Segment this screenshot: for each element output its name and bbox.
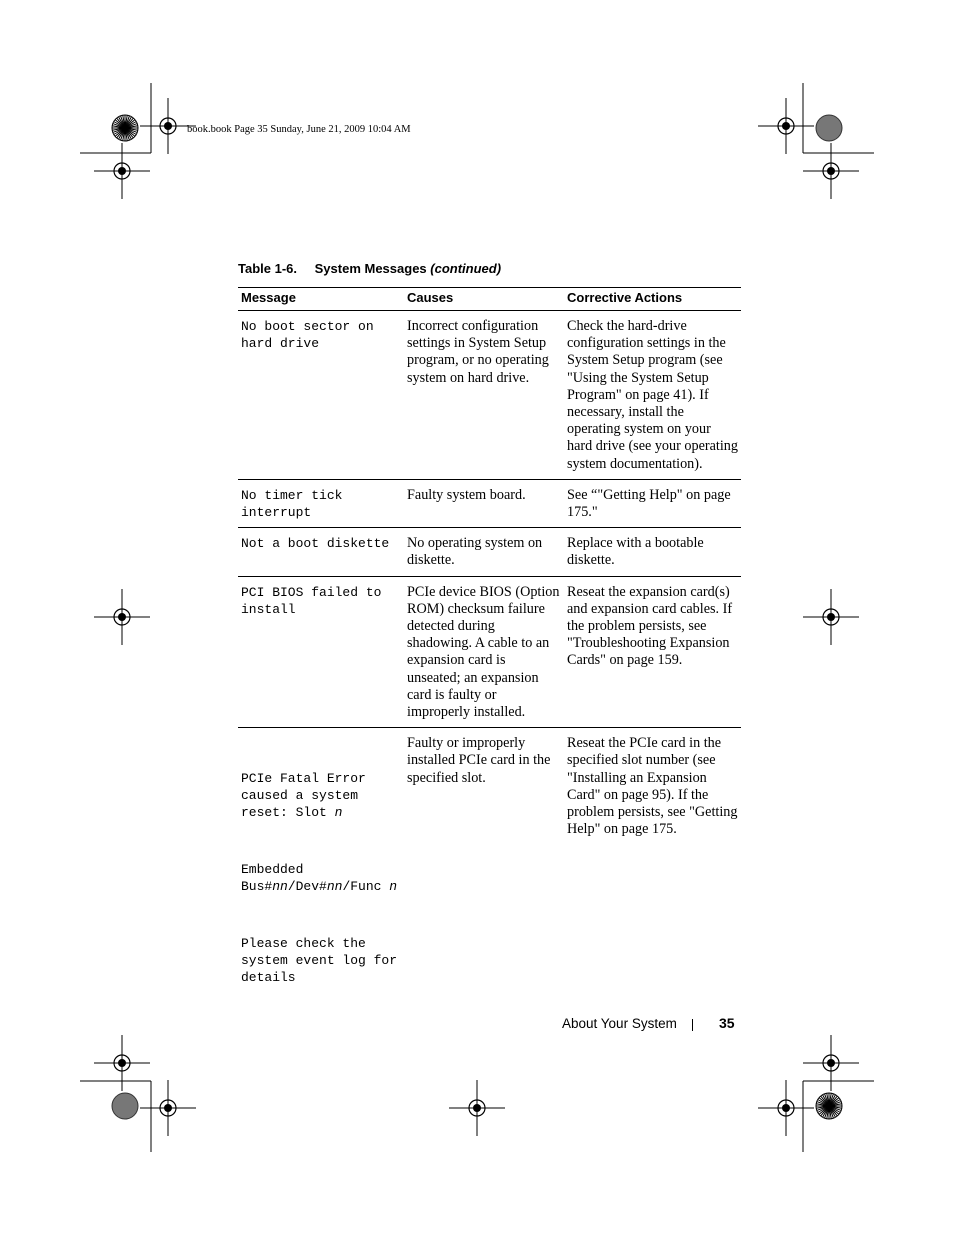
column-header-message: Message xyxy=(238,288,404,311)
message-text: /Func xyxy=(342,878,390,894)
footer-separator xyxy=(692,1019,693,1031)
causes-cell: PCIe device BIOS (Option ROM) checksum failure detected during shadowing. A cable to an expansion card is unseated; an expansion card is faulty or improperly installed. xyxy=(404,576,564,728)
causes-cell: Incorrect configuration settings in System Setup program, or no operating system on hard drive. xyxy=(404,311,564,480)
system-messages-table xyxy=(238,287,741,1027)
message-text: Embedded Bus# xyxy=(241,861,312,894)
causes-cell: No operating system on diskette. xyxy=(404,528,564,576)
message-cell: Not a boot diskette xyxy=(238,528,404,576)
registration-target-dot xyxy=(118,167,126,175)
registration-target-dot xyxy=(118,613,126,621)
actions-cell: Check the hard-drive configuration settings in the System Setup program (see "Using the System Setup Program" on page 41). If necessary, install the operating system on your hard drive (see your operating system documentation). xyxy=(564,311,741,480)
table-row xyxy=(238,311,741,480)
print-slug: book.book Page 35 Sunday, June 21, 2009 10:04 AM xyxy=(187,124,411,135)
message-variable: n xyxy=(334,805,343,821)
message-line-2 xyxy=(241,861,402,895)
registration-target-dot xyxy=(782,1104,790,1112)
registration-target-dot xyxy=(782,122,790,130)
registration-target-dot xyxy=(164,1104,172,1112)
column-header-actions: Corrective Actions xyxy=(564,288,741,311)
table-header-row xyxy=(238,288,741,311)
message-variable: nn xyxy=(272,878,288,894)
message-line-1 xyxy=(241,770,402,822)
table-number: Table 1-6. xyxy=(238,261,298,276)
page-number: 35 xyxy=(719,1015,735,1031)
table-row xyxy=(238,528,741,576)
registration-target-dot xyxy=(827,613,835,621)
message-text: /Dev# xyxy=(287,878,327,894)
message-variable: n xyxy=(389,878,398,894)
column-header-causes: Causes xyxy=(404,288,564,311)
footer-section-title: About Your System xyxy=(562,1016,677,1031)
actions-cell: Reseat the expansion card(s) and expansion card cables. If the problem persists, see "Troubleshooting Expansion Cards" on page 159. xyxy=(564,576,741,728)
registration-target-dot xyxy=(118,1059,126,1067)
causes-cell: Faulty or improperly installed PCIe card in the specified slot. xyxy=(407,735,551,786)
causes-cell: Faulty system board. xyxy=(404,479,564,527)
gray-disc-mark xyxy=(816,115,842,141)
registration-target-dot xyxy=(164,122,172,130)
gray-disc-mark xyxy=(112,1093,138,1119)
message-cell: No timer tick interrupt xyxy=(238,479,404,527)
table-row xyxy=(238,576,741,728)
table-continued: (continued) xyxy=(430,261,502,276)
message-variable: nn xyxy=(326,878,343,894)
message-cell: No boot sector on hard drive xyxy=(238,311,404,480)
table-row xyxy=(238,728,741,1027)
table-caption xyxy=(238,261,501,276)
message-cell xyxy=(238,728,404,1027)
message-line-3: Please check the system event log for details xyxy=(241,935,405,985)
registration-target-dot xyxy=(827,167,835,175)
table-row xyxy=(238,479,741,527)
table-title: System Messages xyxy=(314,261,427,276)
registration-target-dot xyxy=(473,1104,481,1112)
actions-cell: Replace with a bootable diskette. xyxy=(564,528,741,576)
actions-cell: Reseat the PCIe card in the specified slot number (see "Installing an Expansion Card" on page 95). If the problem persists, see "Getting Help" on page 175. xyxy=(567,735,738,838)
message-text: PCIe Fatal Error caused a system reset: Slot xyxy=(241,770,374,821)
registration-target-dot xyxy=(827,1059,835,1067)
message-cell: PCI BIOS failed to install xyxy=(238,576,404,728)
actions-cell: See “"Getting Help" on page 175." xyxy=(564,479,741,527)
